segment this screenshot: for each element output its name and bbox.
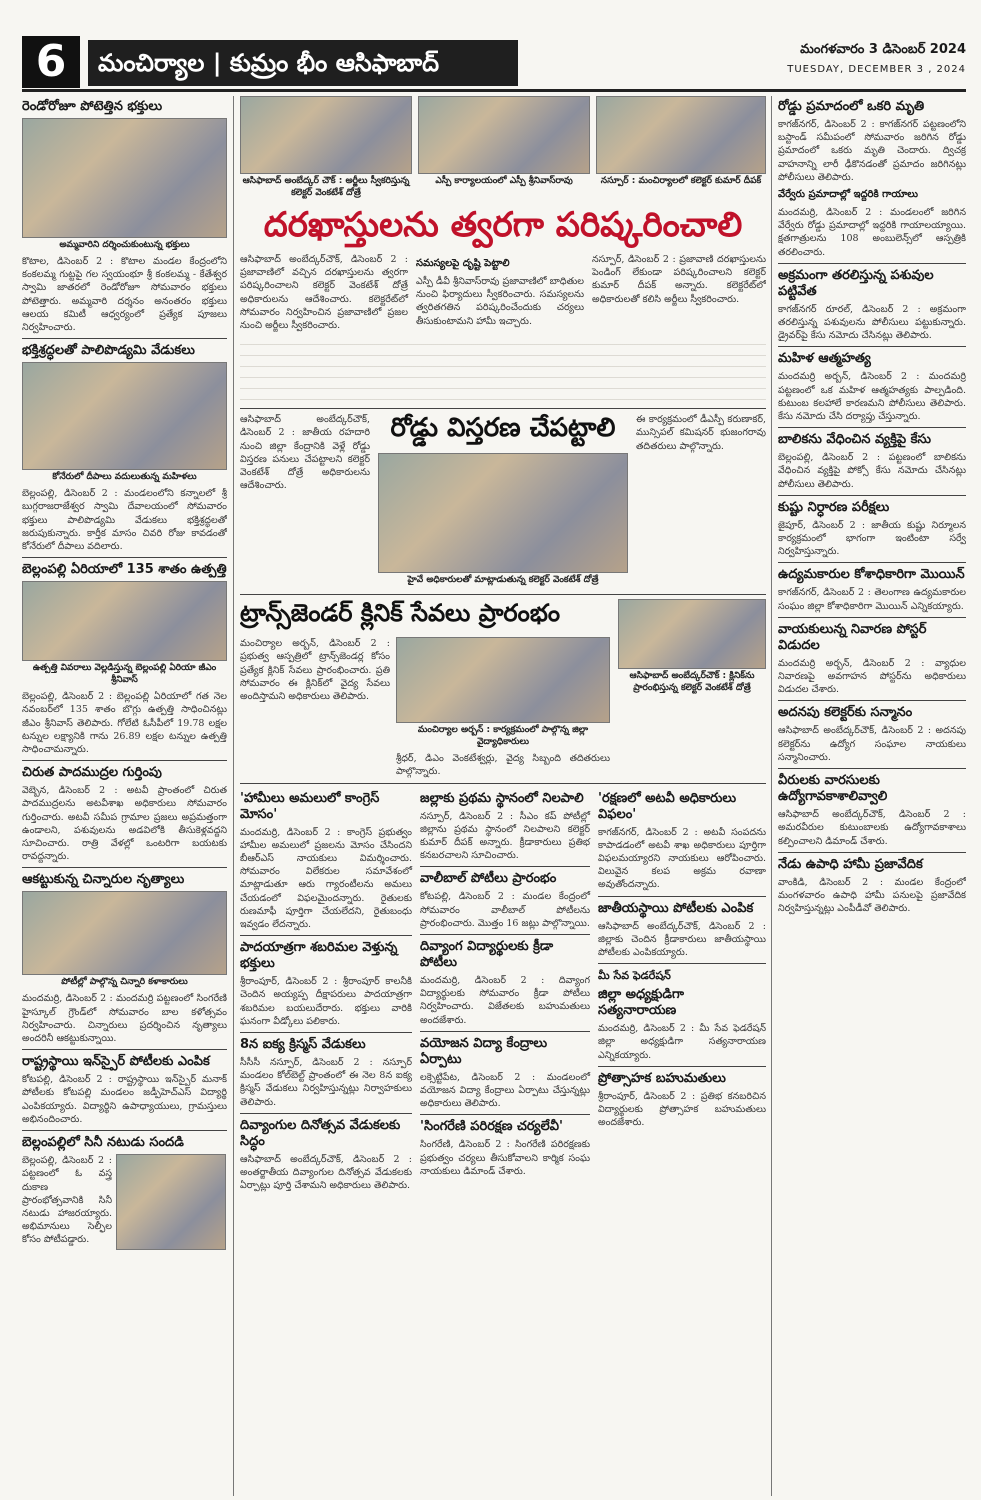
divider [240,1113,412,1114]
article-text: శ్రీరాంపూర్, డిసెంబర్ 2 : ప్రతిభ కనబరిచిన విద్యార్థులకు ప్రోత్సాహక బహుమతులు అందజేశారు. [598,1090,766,1129]
divider [240,1032,412,1033]
article-text: శ్రీరాంపూర్, డిసెంబర్ 2 : శ్రీరాంపూర్ కాలనీకి చెందిన అయ్యప్ప దీక్షాపరులు పాదయాత్రగా శబరిమల బయలుదేరారు. భక్తులు వారికి ఘనంగా వీడ్కోలు పలికారు. [240,976,412,1027]
headline: మహిళ ఆత్మహత్య [778,351,871,367]
divider [598,1066,766,1067]
headline: 'హామీలు అమలులో కాంగ్రెస్ మోసం' [240,790,380,822]
headline: జాతీయస్థాయి పోటీలకు ఎంపిక [598,900,754,916]
article-text: కాగజ్‌నగర్, డిసెంబర్ 2 : తెలంగాణ ఉద్యమకారుల సంఘం జిల్లా కోశాధికారిగా మొయిన్ ఎన్నికయ్యారు. [778,587,966,612]
article-text: మందమర్రి, డిసెంబర్ 2 : మండలంలో జరిగిన వేర్వేరు రోడ్డు ప్రమాదాల్లో ఇద్దరికి గాయాలయ్యాయి. క్షతగాత్రులను 108 అంబులెన్స్‌లో ఆస్పత్రికి తరలించారు. [778,207,966,258]
divider [778,852,966,853]
divider [778,617,966,618]
headline-road: రోడ్డు విస్తరణ చేపట్టాలి [390,413,616,444]
article-text: వాంకిడి, డిసెంబర్ 2 : మండల కేంద్రంలో మంగళవారం ఉపాధి హామీ పనులపై ప్రజావేదిక నిర్వహిస్తున్నట్లు ఎంపీడీవో తెలిపారు. [778,876,966,915]
news-photo [240,96,412,174]
headline: అక్రమంగా తరలిస్తున్న పశువుల పట్టివేత [778,267,934,299]
article-text: ఆసిఫాబాద్ అంబేద్కర్‌చౌక్, డిసెంబర్ 2 : అంతర్జాతీయ దివ్యాంగుల దినోత్సవ వేడుకలకు ఏర్పాట్లు పూర్తి చేశామని అధికారులు తెలిపారు. [240,1153,412,1192]
lead-headline: దరఖాస్తులను త్వరగా పరిష్కరించాలి [263,205,743,245]
headline: రోడ్డు ప్రమాదంలో ఒకరి మృతి [778,99,925,114]
photo-caption: నస్పూర్ : మంచిర్యాలలో కలెక్టర్ కుమార్ దీపక్ [600,176,762,186]
article-text: ఆసిఫాబాద్ అంబేద్కర్‌చౌక్, డిసెంబర్ 2 : అమరవీరుల కుటుంబాలకు ఉద్యోగావకాశాలు కల్పించాలని డిమాండ్ చేశారు. [778,809,966,847]
divider [420,934,590,935]
divider [420,1114,590,1115]
article-text: మందమర్రి, డిసెంబర్ 2 : మీ సేవ ఫెడరేషన్ జిల్లా అధ్యక్షుడిగా సత్యనారాయణ ఎన్నికయ్యారు. [598,1023,766,1061]
divider [778,495,966,496]
masthead [22,36,966,92]
photo-caption: అమ్మవారిని దర్శించుకుంటున్న భక్తులు [59,240,190,250]
article-text: కోటపల్లి, డిసెంబర్ 2 : మండల కేంద్రంలో సోమవారం వాలీబాల్ పోటీలను ప్రారంభించారు. మొత్తం 16 జట్లు పాల్గొన్నాయి. [420,891,590,929]
article-text: ఆసిఫాబాద్ అంబేద్కర్‌చౌక్, డిసెంబర్ 2 : ప్రజావాణిలో వచ్చిన దరఖాస్తులను త్వరగా పరిష్కరించాలని కలెక్టర్ వెంకటేశ్ దోత్రే అధికారులను ఆదేశించారు. కలెక్టరేట్‌లో సోమవారం నిర్వహించిన ప్రజావాణిలో ప్రజల నుంచి అర్జీలు స్వీకరించారు. [240,254,408,332]
news-photo [418,96,590,174]
edition-title: మంచిర్యాల | కుమ్రం భీం ఆసిఫాబాద్ [88,40,518,86]
headline: రెండోరోజూ పోటెత్తిన భక్తులు [22,99,163,114]
article-text: మంచిర్యాల అర్బన్, డిసెంబర్ 2 : ప్రభుత్వ ఆస్పత్రిలో ట్రాన్స్‌జెండర్ల కోసం ప్రత్యేక క్లినిక్ సేవలు ప్రారంభించారు. ప్రతి సోమవారం ఈ క్లినిక్‌లో వైద్య సేవలు అందిస్తామని అధికారులు తెలిపారు. [240,638,390,703]
headline: పాదయాత్రగా శబరిమల వెళ్తున్న భక్తులు [240,940,398,972]
headline: వయోజన విద్యా కేంద్రాలు ఏర్పాటు [420,1035,548,1067]
news-photo [116,1154,226,1250]
photo-caption: హైవే అధికారులతో మాట్లాడుతున్న కలెక్టర్ వెంకటేశ్ దోత్రే [407,575,599,586]
middle-column [240,96,766,1492]
divider [598,963,766,964]
headline: మీ సేవ ఫెడరేషన్ [598,969,671,983]
article-text: ఈ కార్యక్రమంలో డీఎస్పీ కరుణాకర్, మున్సిపల్ కమిషనర్ భుజంగరావు తదితరులు పాల్గొన్నారు. [636,414,766,452]
article-text: ఆసిఫాబాద్ అంబేద్కర్‌చౌక్, డిసెంబర్ 2 : జిల్లాకు చెందిన క్రీడాకారులు జాతీయస్థాయి పోటీలకు ఎంపికయ్యారు. [598,920,766,959]
date-telugu: మంగళవారం 3 డిసెంబర్ 2024 [800,42,966,57]
article-text: ఎస్పీ డీవీ శ్రీనివాస్‌రావు ప్రజావాణిలో బాధితుల నుంచి ఫిర్యాదులు స్వీకరించారు. సమస్యలను త్వరితగతిన పరిష్కరించేందుకు చర్యలు తీసుకుంటామని హామీ ఇచ్చారు. [416,276,584,327]
divider [778,768,966,769]
article-text: కొటాల, డిసెంబర్ 2 : కొటాల మండల కేంద్రంలోని కంకలమ్మ గుట్టపై గల స్వయంభూ శ్రీ కంకలమ్మ - కేతేశ్వర స్వామి జాతరలో రెండోరోజూ సోమవారం భక్తులు పోటెత్తారు. అమ్మవారి దర్శనం అనంతరం భక్తులు ఆలయ కమిటీ ఆధ్వర్యంలో ప్రత్యేక పూజలు నిర్వహించారు. [22,256,227,334]
article-text: ఆసిఫాబాద్ అంబేద్కర్‌చౌక్, డిసెంబర్ 2 : జాతీయ రహదారి నుంచి జిల్లా కేంద్రానికి వెళ్లే రోడ్డు విస్తరణ పనులు చేపట్టాలని కలెక్టర్ వెంకటేశ్ దోత్రే అధికారులను ఆదేశించారు. [240,414,370,492]
left-column [22,96,227,1492]
photo-caption: కోనేరులో దీపాలు వదులుతున్న మహిళలు [52,472,197,483]
headline: భక్తిశ్రద్ధలతో పాలిపొడ్యమి వేడుకలు [22,343,195,359]
headline: ప్రోత్సాహక బహుమతులు [598,1070,726,1086]
divider [598,896,766,897]
divider [778,700,966,701]
article-text: కాగజ్‌నగర్, డిసెంబర్ 2 : కాగజ్‌నగర్ పట్టణంలోని బస్టాండ్ సమీపంలో సోమవారం జరిగిన రోడ్డు ప్రమాదంలో ఒకరు మృతి చెందారు. ద్విచక్ర వాహనాన్ని లారీ ఢీకొనడంతో ప్రమాదం జరిగినట్లు పోలీసులు తెలిపారు. [778,119,966,183]
article-text: మందమర్రి, డిసెంబర్ 2 : మందమర్రి పట్టణంలో సింగరేణి హైస్కూల్ గ్రౌండ్‌లో సోమవారం బాల కళోత్సవం నిర్వహించారు. చిన్నారులు ప్రదర్శించిన నృత్యాలు అందరినీ ఆకట్టుకున్నాయి. [22,993,227,1045]
subheadline: సమస్యలపై దృష్టి పెట్టాలి [416,258,510,269]
headline-clinic: ట్రాన్స్‌జెండర్ క్లినిక్ సేవలు ప్రారంభం [240,599,561,628]
headline: అదనపు కలెక్టర్‌కు సన్మానం [778,705,913,721]
article-text: మందమర్రి, డిసెంబర్ 2 : దివ్యాంగ విద్యార్థులకు సోమవారం క్రీడా పోటీలు నిర్వహించారు. విజేతలకు బహుమతులు అందజేశారు. [420,975,590,1026]
subheadline: వేర్వేరు ప్రమాదాల్లో ఇద్దరికి గాయాలు [778,189,918,201]
divider [22,557,227,558]
news-photo [396,637,610,723]
article-text: బెల్లంపల్లి, డిసెంబర్ 2 : పట్టణంలో బాలికను వేధించిన వ్యక్తిపై పోక్సో కేసు నమోదు చేసినట్లు పోలీసులు తెలిపారు. [778,452,966,490]
article-text: సింగరేణి, డిసెంబర్ 2 : సింగరేణి పరిరక్షణకు ప్రభుత్వం చర్యలు తీసుకోవాలని కార్మిక సంఘ నాయకులు డిమాండ్ చేశారు. [420,1139,590,1177]
article-text: నస్పూర్, డిసెంబర్ 2 : ప్రజావాణి దరఖాస్తులను పెండింగ్ లేకుండా పరిష్కరించాలని కలెక్టర్ కుమార్ దీపక్ అన్నారు. కలెక్టరేట్‌లో అధికారులతో కలిసి అర్జీలు స్వీకరించారు. [592,254,766,305]
headline: దివ్యాంగుల దినోత్సవ వేడుకలకు సిద్ధం [240,1117,401,1149]
divider [778,263,966,264]
news-photo [378,453,628,573]
divider [240,783,766,784]
text-filler [240,334,766,404]
article-text: శ్రీధర్, డిఎం వెంకటేశ్వర్లు, వైద్య సిబ్బంది తదితరులు పాల్గొన్నారు. [396,753,610,778]
photo-caption: ఆసిఫాబాద్ అంబేద్కర్‌చౌక్ : క్లినిక్‌ను ప్రారంభిస్తున్న కలెక్టర్ వెంకటేశ్ దోత్రే [629,671,755,694]
column-rule [233,96,234,1496]
article-text: మందమర్రి, డిసెంబర్ 2 : కాంగ్రెస్ ప్రభుత్వం హామీల అమలులో ప్రజలను మోసం చేసిందని బీఆర్‌ఎస్ నాయకులు విమర్శించారు. సోమవారం విలేకరుల సమావేశంలో మాట్లాడుతూ ఆరు గ్యారంటీలను అమలు చేయడంలో విఫలమైందన్నారు. రైతులకు రుణమాఫీ పూర్తిగా చేయలేదని, రైతుబంధు ఇవ్వడం లేదన్నారు. [240,826,412,931]
divider [778,346,966,347]
article-text: కాగజ్‌నగర్, డిసెంబర్ 2 : అటవీ సంపదను కాపాడడంలో అటవీ శాఖ అధికారులు పూర్తిగా విఫలమయ్యారని నాయకులు ఆరోపించారు. విలువైన కలప అక్రమ రవాణా అవుతోందన్నారు. [598,826,766,891]
article-text: నస్పూర్, డిసెంబర్ 2 : సీఎం కప్ పోటీల్లో జిల్లాను ప్రథమ స్థానంలో నిలపాలని కలెక్టర్ కుమార్ దీపక్ అన్నారు. క్రీడాకారులు ప్రతిభ కనబరచాలని సూచించారు. [420,810,590,862]
headline: బాలికను వేధించిన వ్యక్తిపై కేసు [778,432,932,448]
photo-caption: ఎస్పీ కార్యాలయంలో ఎస్పీ శ్రీనివాస్‌రావు [435,176,573,186]
right-column [778,96,966,1492]
photo-caption: పోటీల్లో పాల్గొన్న చిన్నారి కళాకారులు [61,977,188,988]
article-text: బెల్లంపల్లి, డిసెంబర్ 2 : పట్టణంలో ఓ వస్త్ర దుకాణ ప్రారంభోత్సవానికి సినీ నటుడు హాజరయ్యారు. అభిమానులు సెల్ఫీల కోసం పోటీపడ్డారు. [22,1155,112,1246]
article-text: వెబ్బెన, డిసెంబర్ 2 : అటవీ ప్రాంతంలో చిరుత పాదముద్రలను అటవీశాఖ అధికారులు సోమవారం గుర్తించారు. అటవీ సమీప గ్రామాల ప్రజలు అప్రమత్తంగా ఉండాలని, పశువులను అడవిలోకి తీసుకెళ్లవద్దని సూచించారు. రాత్రి వేళల్లో ఒంటరిగా బయటకు రావద్దన్నారు. [22,785,227,863]
article-text: సీసీసీ నస్పూర్, డిసెంబర్ 2 : నస్పూర్ మండలం కోల్‌బెల్ట్ ప్రాంతంలో ఈ నెల 8న ఐక్య క్రిస్మస్ వేడుకలు నిర్వహిస్తున్నట్లు నిర్వాహకులు తెలిపారు. [240,1057,412,1108]
headline: వీరులకు వారసులకు ఉద్యోగావకాశాలివ్వాలి [778,773,888,805]
divider [778,427,966,428]
headline: ఆకట్టుకున్న చిన్నారుల నృత్యాలు [22,872,185,888]
headline: వాలీబాల్ పోటీలు ప్రారంభం [420,871,557,887]
headline: దివ్యాంగ విద్యార్థులకు క్రీడా పోటీలు [420,939,554,971]
divider [22,1130,227,1131]
article-text: జైపూర్, డిసెంబర్ 2 : జాతీయ కుష్టు నిర్మూలన కార్యక్రమంలో భాగంగా ఇంటింటా సర్వే నిర్వహిస్తున్నారు. [778,519,966,558]
article-text: మందమర్రి అర్బన్, డిసెంబర్ 2 : మందమర్రి పట్టణంలో ఒక మహిళ ఆత్మహత్యకు పాల్పడింది. కుటుంబ కలహాలే కారణమని పోలీసులు తెలిపారు. కేసు నమోదు చేసి దర్యాప్తు చేస్తున్నారు. [778,371,966,423]
divider [778,562,966,563]
divider [240,408,766,409]
photo-caption: ఆసిఫాబాద్ అంబేద్కర్ చౌక్ : అర్జీలు స్వీకరిస్తున్న కలెక్టర్ వెంకటేశ్ దోత్రే [242,176,410,198]
divider [22,338,227,339]
headline: జల్లాకు ప్రథమ స్థానంలో నిలపాలి [420,790,584,806]
divider [22,867,227,868]
column-rule [771,96,772,1496]
headline: 'సింగరేణి పరిరక్షణ చర్యలేవీ' [420,1119,563,1135]
headline: 8న ఐక్య క్రిస్మస్ వేడుకలు [240,1037,366,1053]
divider [420,866,590,867]
page-number: 6 [22,36,80,88]
news-photo [618,599,766,669]
photo-caption: మంచిర్యాల అర్బన్ : కార్యక్రమంలో పాల్గొన్న జిల్లా వైద్యాధికారులు [417,725,589,748]
news-photo [596,96,766,174]
divider [240,935,412,936]
headline: నేడు ఉపాధి హామీ ప్రజావేదిక [778,856,923,872]
headline: చిరుత పాదముద్రల గుర్తింపు [22,765,162,781]
headline: రాష్ట్రస్థాయి ఇన్‌స్పైర్ పోటీలకు ఎంపిక [22,1054,210,1070]
divider [22,760,227,761]
headline: కుష్టు నిర్ధారణ పరీక్షలు [778,499,890,515]
divider [240,594,766,595]
headline: జిల్లా అధ్యక్షుడిగా సత్యనారాయణ [598,987,684,1019]
headline: 'రక్షణలో అటవీ అధికారులు విఫలం' [598,790,737,822]
headline: వాయకులున్న నివారణ పోస్టర్ విడుదల [778,621,927,653]
article-text: కాగజ్‌నగర్ రూరల్, డిసెంబర్ 2 : అక్రమంగా తరలిస్తున్న పశువులను పోలీసులు పట్టుకున్నారు. డ్రైవర్‌పై కేసు నమోదు చేసినట్లు తెలిపారు. [778,303,966,342]
article-text: మందమర్రి అర్బన్, డిసెంబర్ 2 : వ్యాధుల నివారణపై అవగాహన పోస్టర్‌ను అధికారులు విడుదల చేశారు. [778,657,966,696]
article-text: కోటపల్లి, డిసెంబర్ 2 : రాష్ట్రస్థాయి ఇన్‌స్పైర్ మనాక్ పోటీలకు కోటపల్లి మండలం జడ్పీహెచ్‌ఎస్ విద్యార్థి ఎంపికయ్యారు. విద్యార్థిని ఉపాధ్యాయులు, గ్రామస్తులు అభినందించారు. [22,1074,227,1125]
headline: బెల్లంపల్లిలో సినీ నటుడు సందడి [22,1135,184,1151]
divider [420,1031,590,1032]
news-photo [22,362,227,470]
headline: ఉద్యమకారుల కోశాధికారిగా మొయిన్ [778,567,965,583]
article-text: ఆసిఫాబాద్ అంబేద్కర్‌చౌక్, డిసెంబర్ 2 : అదనపు కలెక్టర్‌ను ఉద్యోగ సంఘాల నాయకులు సన్మానించారు. [778,725,966,763]
news-photo [22,581,227,661]
headline: బెల్లంపల్లి ఏరియాలో 135 శాతం ఉత్పత్తి [22,562,227,578]
photo-caption: ఉత్పత్తి వివరాలు వెల్లడిస్తున్న బెల్లంపల్లి ఏరియా జీఎం శ్రీనివాస్ [32,663,217,686]
article-text: లక్సెట్టిపేట, డిసెంబర్ 2 : మండలంలో వయోజన విద్యా కేంద్రాలు ఏర్పాటు చేస్తున్నట్లు అధికారులు తెలిపారు. [420,1071,590,1110]
news-photo [22,118,227,238]
article-text: బెల్లంపల్లి, డిసెంబర్ 2 : మండలంలోని కన్నాలలో శ్రీ బుగ్గరాజరాజేశ్వర స్వామి దేవాలయంలో సోమవారం భక్తులు పాలిపొడ్యమి వేడుకలు భక్తిశ్రద్ధలతో జరుపుకున్నారు. కార్తీక మాసం చివరి రోజు కావడంతో కోనేరులో దీపాలు వదిలారు. [22,488,227,553]
article-text: బెల్లంపల్లి, డిసెంబర్ 2 : బెల్లంపల్లి ఏరియాలో గత నెల నవంబర్‌లో 135 శాతం బొగ్గు ఉత్పత్తి సాధించినట్లు జీఎం శ్రీనివాస్ తెలిపారు. గోలేటి ఓసీపీలో 19.78 లక్షల టన్నుల లక్ష్యానికి గాను 26.89 లక్షల టన్నుల ఉత్పత్తి సాధించామన్నారు. [22,691,227,756]
divider [22,1049,227,1050]
date-english: TUESDAY, DECEMBER 3 , 2024 [787,64,966,75]
news-photo [22,891,227,975]
